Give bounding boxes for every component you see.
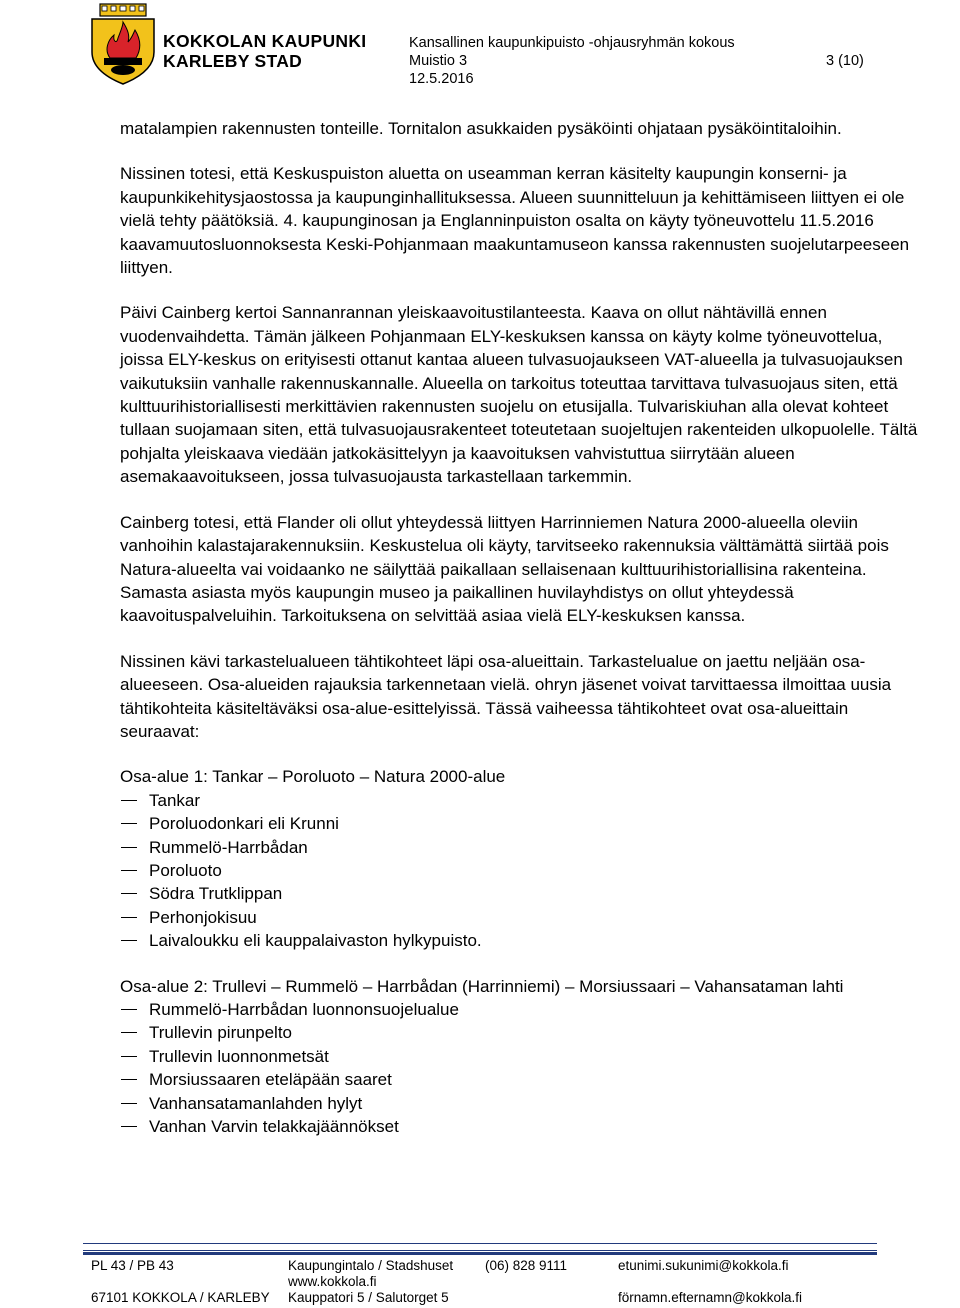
list-item: Morsiussaaren eteläpään saaret xyxy=(120,1068,920,1091)
footer-building: Kaupungintalo / Stadshuset xyxy=(288,1258,454,1273)
footer-email-column xyxy=(618,1258,802,1306)
footer-email-swedish[interactable]: förnamn.efternamn@kokkola.fi xyxy=(618,1290,803,1305)
document-date: 12.5.2016 xyxy=(409,71,474,87)
paragraph: Cainberg totesi, että Flander oli ollut yhteydessä liittyen Harrinniemen Natura 2000-alueella oleviin vanhoihin kalastajarakennuksiin. Keskustelua oli käyty, tarvitseeko rakennuksia välttämättä siirtää pois Natura-alueelta vai voidaanko ne säilyttää paikallaan sellaisenaan kulttuurihistoriallisina rakenteina. Samasta asiasta myös kaupungin museo ja paikallinen huvilayhdistys on ollut yhteydessä kaavoituspalveluihin. Tarkoituksena on selvittää asiaa vielä ELY-keskuksen kanssa. xyxy=(120,512,889,626)
footer-phone-column xyxy=(485,1258,567,1274)
list-item: Poroluodonkari eli Krunni xyxy=(120,812,920,835)
list-item: Laivaloukku eli kauppalaivaston hylkypuisto. xyxy=(120,929,920,952)
area-2-heading: Osa-alue 2: Trullevi – Rummelö – Harrbådan (Harrinniemi) – Morsiussaari – Vahansataman lahti xyxy=(120,976,844,996)
area-2-list xyxy=(120,998,920,1138)
paragraph: Päivi Cainberg kertoi Sannanrannan yleiskaavoitustilanteesta. Kaava on ollut nähtävillä ennen vuodenvaihdetta. Tämän jälkeen Pohjanmaan ELY-keskuksen kanssa on käyty kolme työneuvottelua, joissa ELY-keskus on erityisesti ottanut kantaa alueen tulvasuojaukseen VAT-alueella ja tulvasuojauksen vaikutuksiin vanhalle rakennuskannalle. Alueella on tarkoitus toteuttaa tarvittava tulvasuojaus siten, että kulttuurihistoriallisesti merkittävien rakennusten suojelu on etusijalla. Tulvariskiuhan alla olevat kohteet tullaan suojamaan siten, että tulvasuojausrakenteet toteutetaan suojeltujen rakenteiden ulkopuolelle. Tältä pohjalta yleiskaava viedään jatkokäsittelyyn ja kaavoituksen vahvistuttua siirrytään alueen asemakaavoitukseen, jossa tulvasuojausta tarkastellaan tarkemmin. xyxy=(120,303,918,487)
coat-of-arms-icon xyxy=(86,2,160,86)
list-item: Trullevin pirunpelto xyxy=(120,1021,920,1044)
list-item: Rummelö-Harrbådan luonnonsuojelualue xyxy=(120,998,920,1021)
footer-po-box: PL 43 / PB 43 xyxy=(91,1258,174,1273)
list-item: Södra Trutklippan xyxy=(120,882,920,905)
org-name-swedish: KARLEBY STAD xyxy=(163,51,303,71)
list-item: Tankar xyxy=(120,789,920,812)
list-item: Trullevin luonnonmetsät xyxy=(120,1045,920,1068)
document-body xyxy=(120,117,920,1160)
list-item: Vanhan Varvin telakkajäännökset xyxy=(120,1115,920,1138)
footer-address-column xyxy=(288,1258,453,1306)
area-1-heading: Osa-alue 1: Tankar – Poroluoto – Natura 2000-alue xyxy=(120,767,506,787)
list-item: Poroluoto xyxy=(120,859,920,882)
footer-divider xyxy=(83,1252,877,1255)
footer-street-address: Kauppatori 5 / Salutorget 5 xyxy=(288,1290,449,1305)
area-1-list xyxy=(120,789,920,953)
list-item: Rummelö-Harrbådan xyxy=(120,836,920,859)
org-name-finnish: KOKKOLAN KAUPUNKI xyxy=(163,31,367,51)
paragraph: matalampien rakennusten tonteille. Tornitalon asukkaiden pysäköinti ohjataan pysäköintitaloihin. xyxy=(120,119,842,138)
page-number: 3 (10) xyxy=(826,53,864,69)
paragraph: Nissinen kävi tarkastelualueen tähtikohteet läpi osa-alueittain. Tarkastelualue on jaettu neljään osa-alueeseen. Osa-alueiden rajauksia tarkennetaan vielä. ohryn jäsenet voivat tarvittaessa ilmoittaa uusia tähtikohteita käsiteltäväksi osa-alue-esittelyissä. Tässä vaiheessa tähtikohteet ovat osa-alueittain seuraavat: xyxy=(120,651,892,741)
footer-postal-code: 67101 KOKKOLA / KARLEBY xyxy=(91,1290,270,1305)
footer-postal-column xyxy=(91,1258,270,1306)
paragraph: Nissinen totesi, että Keskuspuiston aluetta on useamman kerran käsitelty kaupungin konserni- ja kaupunkikehitysjaostossa ja kaupunginhallituksessa. Alueen suunnitteluun ja kehittämiseen liittyen ei ole vielä tehty päätöksiä. 4. kaupunginosan ja Englanninpuiston osalta on käyty työneuvottelu 11.5.2016 kaavamuutosluonnoksesta Keski-Pohjanmaan maakuntamuseon kanssa rakennusten suojelutarpeeseen liittyen. xyxy=(120,164,910,278)
list-item: Vanhansatamanlahden hylyt xyxy=(120,1092,920,1115)
document-number: Muistio 3 xyxy=(409,53,468,69)
meeting-title: Kansallinen kaupunkipuisto -ohjausryhmän kokous xyxy=(409,35,735,51)
list-item: Perhonjokisuu xyxy=(120,906,920,929)
footer-divider xyxy=(83,1243,877,1251)
footer-email-finnish[interactable]: etunimi.sukunimi@kokkola.fi xyxy=(618,1258,789,1273)
footer-website-link[interactable]: www.kokkola.fi xyxy=(288,1274,377,1289)
document-meta xyxy=(409,34,735,88)
footer-phone: (06) 828 9111 xyxy=(485,1258,568,1273)
organization-name xyxy=(163,31,366,71)
